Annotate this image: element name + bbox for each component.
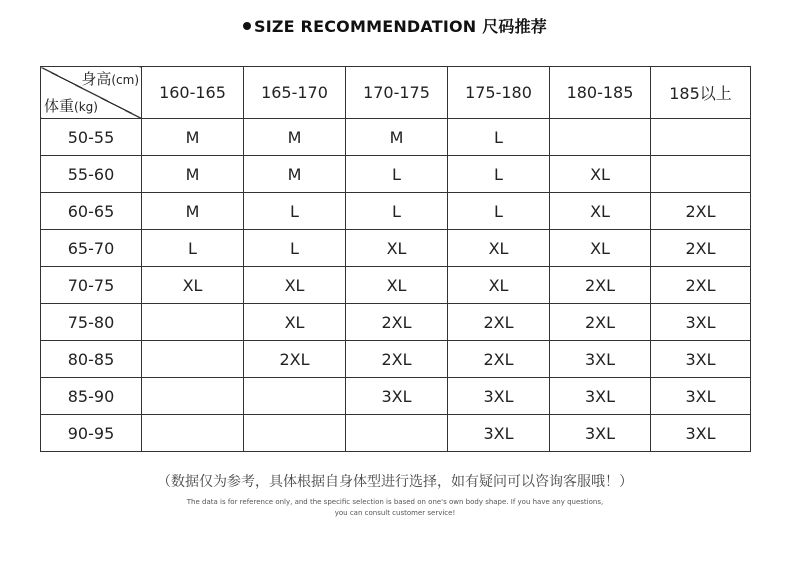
- table-row: [41, 378, 751, 415]
- size-cell: XL: [550, 230, 651, 267]
- height-column-header: 160-165: [142, 67, 244, 119]
- size-cell: XL: [244, 304, 346, 341]
- height-column-header: 185以上: [651, 67, 751, 119]
- size-cell: XL: [448, 230, 550, 267]
- size-cell: L: [346, 193, 448, 230]
- size-cell: XL: [142, 267, 244, 304]
- size-cell: 3XL: [651, 415, 751, 452]
- weight-row-header: 90-95: [41, 415, 142, 452]
- size-cell: [142, 378, 244, 415]
- size-cell: [550, 119, 651, 156]
- title-en: SIZE RECOMMENDATION: [253, 17, 477, 36]
- size-cell: M: [142, 193, 244, 230]
- size-cell: 3XL: [651, 378, 751, 415]
- table-row: [41, 304, 751, 341]
- table-row: [41, 341, 751, 378]
- size-cell: [346, 415, 448, 452]
- size-cell: M: [346, 119, 448, 156]
- bullet-icon: [243, 22, 251, 30]
- size-cell: 3XL: [550, 415, 651, 452]
- page-title: [0, 14, 790, 37]
- size-cell: XL: [448, 267, 550, 304]
- size-cell: L: [244, 193, 346, 230]
- note-english-line-1: The data is for reference only, and the specific selection is based on one's own body shape. If you have any questions,: [186, 498, 604, 506]
- size-cell: [142, 415, 244, 452]
- weight-row-header: 50-55: [41, 119, 142, 156]
- corner-cell: [41, 67, 142, 119]
- size-cell: [142, 304, 244, 341]
- weight-row-header: 60-65: [41, 193, 142, 230]
- table-row: [41, 267, 751, 304]
- table-row: [41, 119, 751, 156]
- table-row: [41, 415, 751, 452]
- weight-row-header: 70-75: [41, 267, 142, 304]
- note-english: [0, 497, 790, 519]
- size-cell: XL: [346, 230, 448, 267]
- table-row: [41, 193, 751, 230]
- table-row: [41, 156, 751, 193]
- weight-axis-label: 体重(kg): [44, 97, 98, 115]
- size-cell: L: [448, 119, 550, 156]
- size-cell: XL: [550, 156, 651, 193]
- size-cell: L: [448, 156, 550, 193]
- weight-row-header: 65-70: [41, 230, 142, 267]
- size-cell: [651, 119, 751, 156]
- size-cell: 3XL: [346, 378, 448, 415]
- size-cell: XL: [346, 267, 448, 304]
- size-cell: 3XL: [448, 378, 550, 415]
- size-cell: L: [346, 156, 448, 193]
- size-cell: M: [142, 119, 244, 156]
- note-english-line-2: you can consult customer service!: [334, 509, 456, 517]
- size-cell: [142, 341, 244, 378]
- height-axis-label: 身高(cm): [81, 70, 139, 88]
- weight-row-header: 85-90: [41, 378, 142, 415]
- size-cell: 3XL: [651, 341, 751, 378]
- size-cell: [651, 156, 751, 193]
- size-cell: L: [244, 230, 346, 267]
- size-cell: XL: [244, 267, 346, 304]
- size-cell: [244, 378, 346, 415]
- size-cell: 3XL: [550, 341, 651, 378]
- weight-row-header: 55-60: [41, 156, 142, 193]
- size-cell: M: [244, 156, 346, 193]
- size-cell: 2XL: [346, 304, 448, 341]
- height-column-header: 165-170: [244, 67, 346, 119]
- size-cell: 3XL: [550, 378, 651, 415]
- size-cell: 3XL: [651, 304, 751, 341]
- size-cell: 2XL: [550, 304, 651, 341]
- weight-row-header: 80-85: [41, 341, 142, 378]
- size-cell: 3XL: [448, 415, 550, 452]
- title-cn: 尺码推荐: [482, 17, 547, 36]
- note-chinese: （数据仅为参考，具体根据自身体型进行选择，如有疑问可以咨询客服哦！）: [157, 474, 633, 490]
- size-cell: 2XL: [550, 267, 651, 304]
- header-row: [41, 67, 751, 119]
- size-cell: 2XL: [448, 304, 550, 341]
- height-column-header: 170-175: [346, 67, 448, 119]
- size-cell: XL: [550, 193, 651, 230]
- size-cell: M: [142, 156, 244, 193]
- size-table: [40, 66, 751, 452]
- height-column-header: 180-185: [550, 67, 651, 119]
- table-row: [41, 230, 751, 267]
- height-column-header: 175-180: [448, 67, 550, 119]
- size-cell: 2XL: [346, 341, 448, 378]
- size-cell: M: [244, 119, 346, 156]
- size-cell: L: [142, 230, 244, 267]
- size-cell: [244, 415, 346, 452]
- size-cell: 2XL: [651, 193, 751, 230]
- size-cell: 2XL: [651, 230, 751, 267]
- size-cell: 2XL: [448, 341, 550, 378]
- size-cell: 2XL: [244, 341, 346, 378]
- size-cell: 2XL: [651, 267, 751, 304]
- size-cell: L: [448, 193, 550, 230]
- weight-row-header: 75-80: [41, 304, 142, 341]
